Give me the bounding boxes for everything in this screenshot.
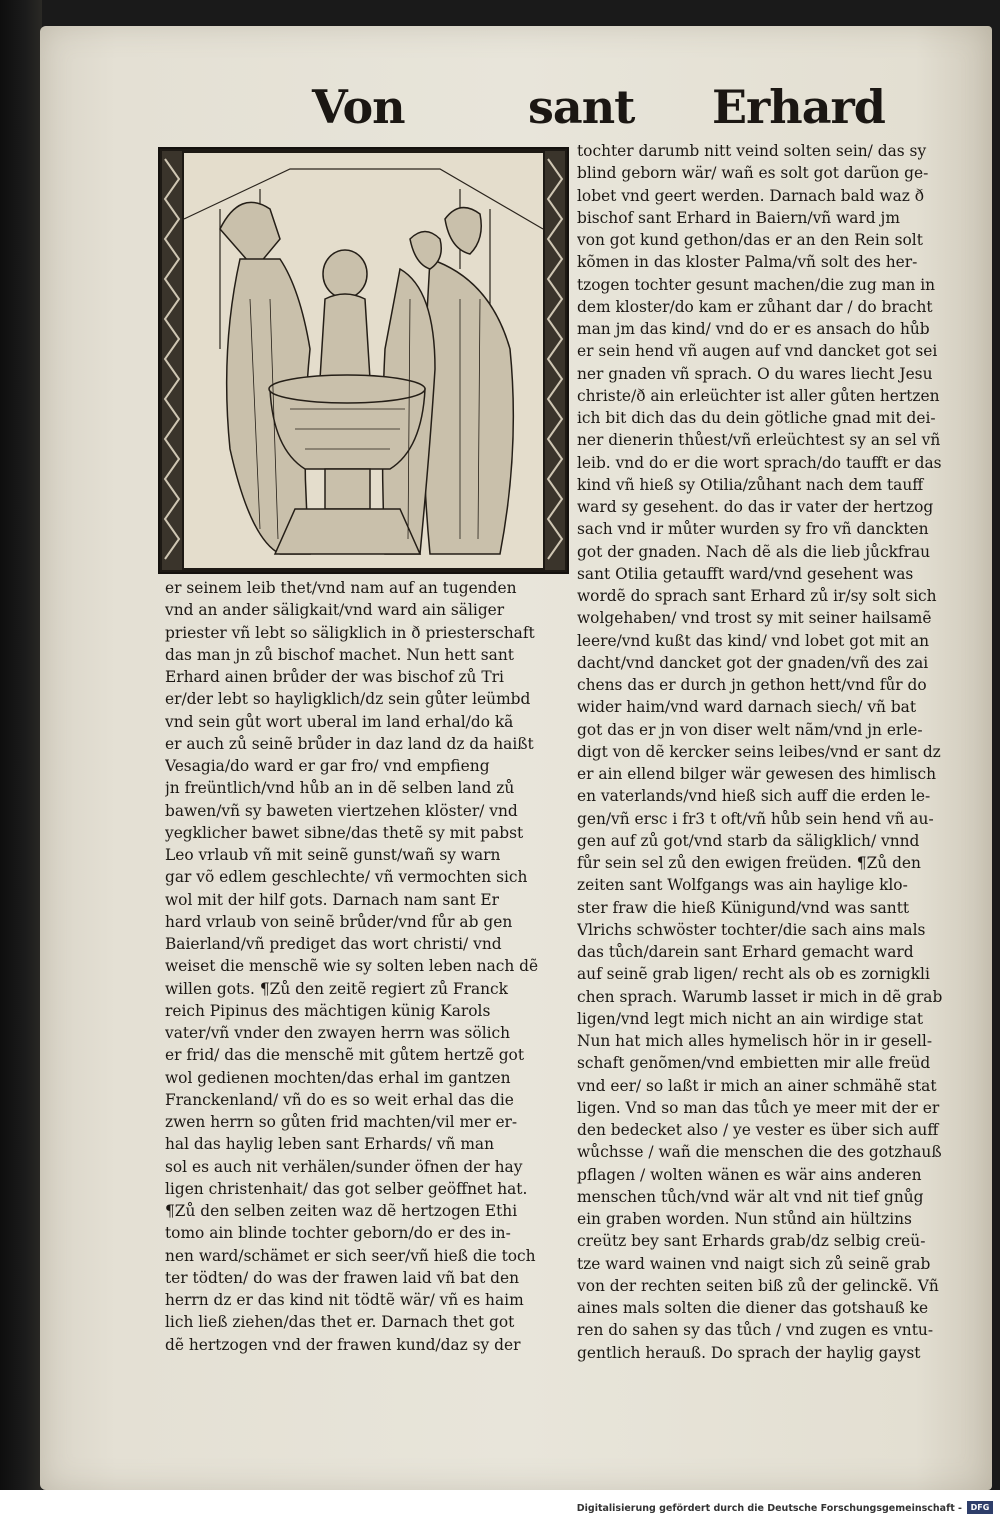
text-line: ter tödten/ do was der frawen laid vñ bat den — [165, 1268, 520, 1287]
text-line: digt von dẽ kercker seins leibes/vnd er sant dz — [577, 742, 941, 761]
text-line: chens das er durch jn gethon hett/vnd fůr do — [577, 676, 927, 694]
text-line: willen gots. ¶Zů den zeitẽ regiert zů Franck — [165, 979, 508, 998]
text-line: das man jn zů bischof machet. Nun hett sant — [165, 645, 514, 664]
text-line: tochter darumb nitt veind solten sein/ das sy — [577, 142, 927, 160]
text-line: nen ward/schämet er sich seer/vñ hieß die toch — [165, 1246, 536, 1265]
text-line: sant Otilia getaufft ward/vnd gesehent was — [577, 564, 914, 583]
text-line: ligen/vnd legt mich nicht an ain wirdige stat — [577, 1009, 924, 1028]
text-line: kõmen in das kloster Palma/vñ solt des her- — [577, 253, 918, 272]
text-line: ligen. Vnd so man das tůch ye meer mit der er — [577, 1098, 940, 1117]
text-line: lobet vnd geert werden. Darnach bald waz ð — [577, 186, 925, 205]
text-line: christe/ð ain erleüchter ist aller gůten hertzen — [577, 386, 940, 405]
text-line: weiset die menschẽ wie sy solten leben nach dẽ — [165, 957, 539, 976]
text-line: leere/vnd kußt das kind/ vnd lobet got mit an — [577, 631, 930, 650]
text-line: wůchsse / wañ die menschen die des gotzhauß — [577, 1143, 942, 1162]
text-line: ren do sahen sy das tůch / vnd zugen es vntu- — [577, 1321, 934, 1340]
text-column-left — [165, 577, 570, 1356]
text-line: ner dienerin thůest/vñ erleüchtest sy an sel vñ — [577, 431, 941, 450]
text-line: kind vñ hieß sy Otilia/zůhant nach dem tauff — [577, 475, 924, 494]
text-line: aines mals solten die diener das gotshauß ke — [577, 1299, 929, 1317]
page-heading-word-1: Von — [312, 80, 405, 134]
text-line: sach vnd ir můter wurden sy fro vñ danckten — [577, 520, 929, 539]
text-line: wider haim/vnd ward darnach siech/ vñ bat — [577, 698, 917, 717]
page-heading-word-2: sant — [528, 80, 635, 134]
footer-bar — [0, 1490, 1000, 1522]
text-line: Vlrichs schwöster tochter/die sach ains mals — [577, 920, 926, 939]
text-line: vnd eer/ so laßt ir mich an ainer schmähẽ stat — [577, 1076, 937, 1095]
text-line: zeiten sant Wolfgangs was ain haylige klo- — [577, 876, 908, 895]
text-line: menschen tůch/vnd wär alt vnd nit tief gnůg — [577, 1187, 924, 1206]
text-line: schaft genõmen/vnd embietten mir alle freüd — [577, 1054, 931, 1073]
text-line: tomo ain blinde tochter geborn/do er des in- — [165, 1224, 511, 1243]
text-line: got das er jn von diser welt nãm/vnd jn erle- — [577, 720, 923, 739]
text-line: Leo vrlaub vñ mit seinẽ gunst/wañ sy warn — [165, 846, 501, 864]
text-line: chen sprach. Warumb lasset ir mich in dẽ grab — [577, 987, 943, 1006]
text-line: blind geborn wär/ wañ es solt got darũon ge- — [577, 164, 929, 183]
book-left-edge — [0, 0, 42, 1490]
text-line: gentlich herauß. Do sprach der haylig gayst — [577, 1343, 921, 1362]
text-line: herrn dz er das kind nit tödtẽ wär/ vñ es haim — [165, 1291, 524, 1309]
text-line: ich bit dich das du dein götliche gnad mit dei- — [577, 409, 936, 427]
text-line: das tůch/darein sant Erhard gemacht ward — [577, 943, 914, 961]
text-line: bischof sant Erhard in Baiern/vñ ward jm — [577, 208, 900, 227]
text-line: er frid/ das die menschẽ mit gůtem hertzẽ got — [165, 1046, 525, 1065]
text-line: ein graben worden. Nun stůnd ain hültzins — [577, 1210, 912, 1228]
text-line: fůr sein sel zů den ewigen freüden. ¶Zů den — [577, 854, 921, 872]
text-line: ner gnaden vñ sprach. O du wares liecht Jesu — [577, 364, 933, 383]
text-column-right — [577, 140, 972, 1364]
text-line: hal das haylig leben sant Erhards/ vñ man — [165, 1135, 494, 1154]
text-line: dem kloster/do kam er zůhant dar / do bracht — [577, 297, 933, 316]
text-line: Erhard ainen brůder der was bischof zů Tri — [165, 668, 504, 686]
text-line: gen/vñ ersc i fr3 t oft/vñ hůb sein hend vñ au- — [577, 809, 934, 828]
text-line: vnd sein gůt wort uberal im land erhal/do kã — [165, 712, 514, 731]
page-heading-word-3: Erhard — [712, 80, 885, 134]
text-line: yegklicher bawet sibne/das thetẽ sy mit pabst — [165, 823, 524, 842]
text-line: von got kund gethon/das er an den Rein solt — [577, 231, 923, 249]
text-line: vnd an ander säligkait/vnd ward ain säliger — [165, 601, 505, 620]
text-line: ster fraw die hieß Künigund/vnd was santt — [577, 898, 910, 917]
text-line: lich ließ ziehen/das thet er. Darnach thet got — [165, 1313, 515, 1332]
text-line: ward sy gesehent. do das ir vater der hertzog — [577, 498, 934, 516]
text-line: dẽ hertzogen vnd der frawen kund/daz sy der — [165, 1335, 521, 1354]
text-line: wol mit der hilf gots. Darnach nam sant Er — [165, 890, 500, 909]
text-line: got der gnaden. Nach dẽ als die lieb jůckfrau — [577, 542, 931, 561]
woodcut-illustration — [158, 147, 569, 574]
text-line: vater/vñ vnder den zwayen herrn was sölich — [165, 1024, 511, 1042]
text-line: gen auf zů got/vnd starb da säligklich/ vnnd — [577, 831, 920, 850]
text-line: creütz bey sant Erhards grab/dz selbig creü- — [577, 1232, 926, 1251]
text-line: ligen christenhait/ das got selber geöffnet hat. — [165, 1179, 528, 1198]
text-line: pflagen / wolten wänen es wär ains anderen — [577, 1165, 922, 1184]
text-line: Nun hat mich alles hymelisch hör in ir gesell- — [577, 1032, 933, 1050]
text-line: er ain ellend bilger wär gewesen des himlisch — [577, 765, 936, 783]
text-line: hard vrlaub von seinẽ brůder/vnd fůr ab gen — [165, 912, 513, 931]
text-line: er sein hend vñ augen auf vnd dancket got sei — [577, 342, 938, 361]
text-line: bawen/vñ sy baweten viertzehen klöster/ vnd — [165, 801, 518, 820]
text-line: wolgehaben/ vnd trost sy mit seiner hailsamẽ — [577, 609, 932, 628]
dfg-logo: DFG — [967, 1501, 993, 1514]
text-line: dacht/vnd dancket got der gnaden/vñ des zai — [577, 653, 929, 672]
text-line: von der rechten seiten biß zů der gelinckẽ. Vñ — [577, 1276, 939, 1295]
text-line: en vaterlands/vnd hieß sich auff die erden le- — [577, 787, 931, 806]
text-line: Franckenland/ vñ do es so weit erhal das die — [165, 1090, 514, 1109]
text-line: leib. vnd do er die wort sprach/do taufft er das — [577, 453, 942, 472]
text-line: ¶Zů den selben zeiten waz dẽ hertzogen Ethi — [165, 1202, 518, 1220]
text-line: man jm das kind/ vnd do er es ansach do hůb — [577, 320, 930, 338]
text-line: wol gedienen mochten/das erhal im gantzen — [165, 1068, 511, 1087]
text-line: Vesagia/do ward er gar fro/ vnd empfieng — [165, 757, 490, 775]
text-line: er/der lebt so hayligklich/dz sein gůter leümbd — [165, 690, 531, 709]
text-line: sol es auch nit verhälen/sunder öfnen der hay — [165, 1157, 523, 1176]
text-line: jn freüntlich/vnd hůb an in dẽ selben land zů — [165, 779, 515, 798]
text-line: priester vñ lebt so säligklich in ð priesterschaft — [165, 623, 535, 642]
text-line: wordẽ do sprach sant Erhard zů ir/sy solt sich — [577, 587, 937, 605]
text-line: auf seinẽ grab ligen/ recht als ob es zornigkli — [577, 965, 930, 984]
funding-credit: Digitalisierung gefördert durch die Deutsche Forschungsgemeinschaft - — [576, 1503, 962, 1514]
text-line: gar võ edlem geschlechte/ vñ vermochten sich — [165, 868, 528, 887]
text-line: er auch zů seinẽ brůder in daz land dz da haißt — [165, 734, 534, 753]
text-line: zwen herrn so gůten frid machten/vil mer er- — [165, 1113, 518, 1131]
text-line: Baierland/vñ prediget das wort christi/ vnd — [165, 935, 502, 953]
text-line: den bedecket also / ye vester es über sich auff — [577, 1121, 939, 1139]
text-line: tze ward wainen vnd naigt sich zů seinẽ grab — [577, 1254, 931, 1273]
text-line: reich Pipinus des mächtigen künig Karols — [165, 1001, 491, 1020]
text-line: tzogen tochter gesunt machen/die zug man in — [577, 275, 936, 294]
text-line: er seinem leib thet/vnd nam auf an tugenden — [165, 579, 517, 597]
